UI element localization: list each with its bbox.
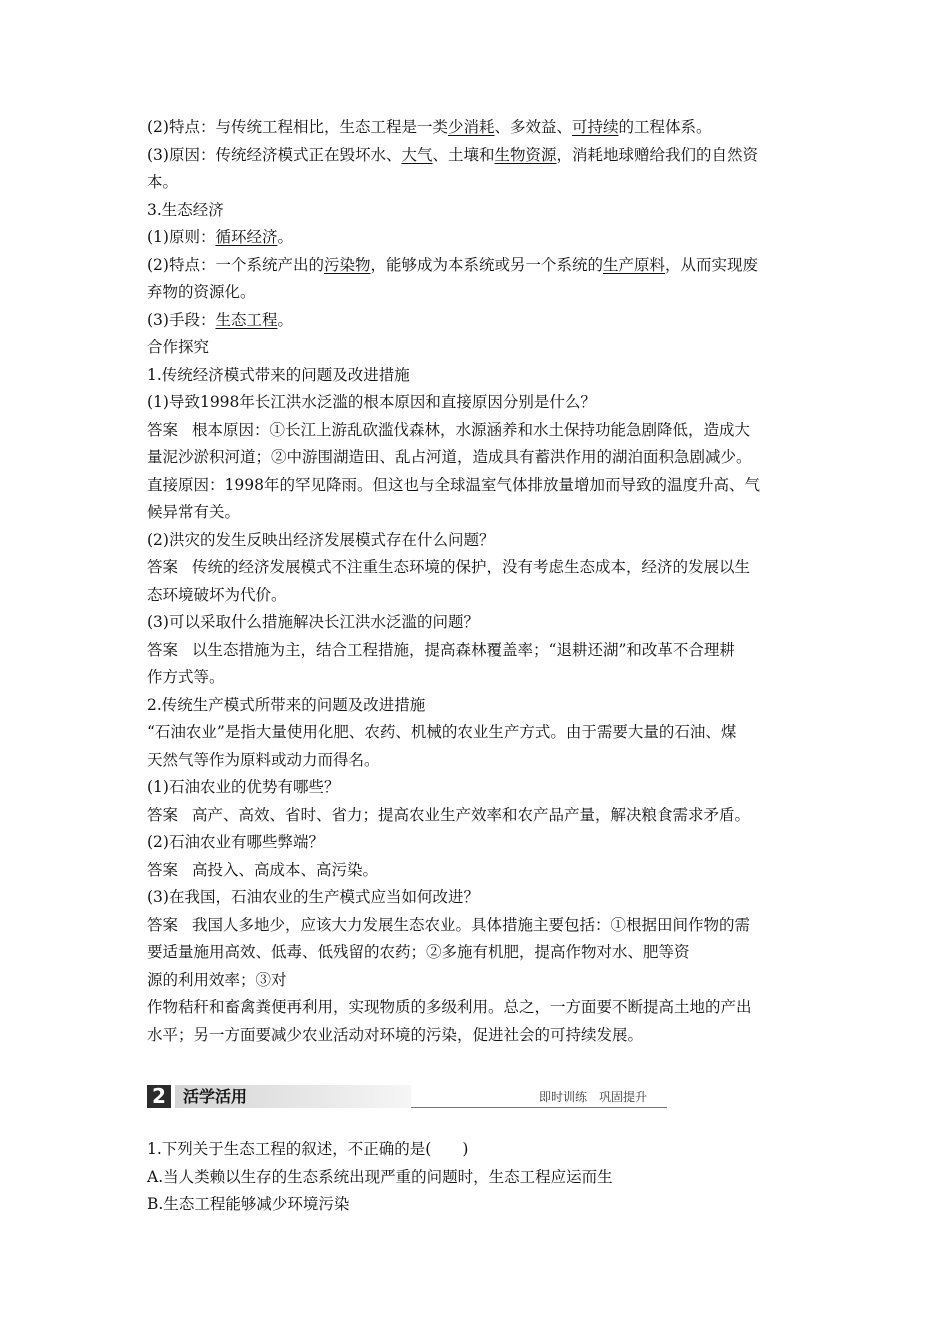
- text-line: (3)原因：传统经济模式正在毁坏水、大气、土壤和生物资源，消耗地球赠给我们的自然资: [147, 145, 759, 164]
- text-line: 作物秸秆和畜禽粪便再利用，实现物质的多级利用。总之，一方面要不断提高土地的产出: [147, 998, 752, 1016]
- answer: 答案 我国人多地少，应该大力发展生态农业。具体措施主要包括：①根据田间作物的需: [147, 915, 751, 934]
- section-heading: 2.传统生产模式所带来的问题及改进措施: [147, 695, 426, 714]
- underlined-answer: 循环经济: [215, 228, 278, 246]
- answer: 答案 高投入、高成本、高污染。: [147, 860, 379, 879]
- question: (2)石油农业有哪些弊端？: [147, 833, 324, 851]
- text-line: 要适量施用高效、低毒、低残留的农药；②多施有机肥，提高作物对水、肥等资: [147, 943, 690, 961]
- text-line: 本。: [147, 173, 179, 191]
- text-line: (3)手段：生态工程。: [147, 310, 293, 329]
- quiz-section: [147, 1136, 811, 1219]
- text-line: 量泥沙淤积河道；②中游围湖造田、乱占河道，造成具有蓄洪作用的湖泊面积急剧减少。: [147, 448, 752, 466]
- answer-label: 答案: [147, 640, 179, 659]
- quiz-option-a: A.当人类赖以生存的生态系统出现严重的问题时，生态工程应运而生: [147, 1167, 613, 1186]
- main-text: [147, 114, 811, 1049]
- underlined-answer: 生态工程: [215, 310, 278, 329]
- answer-label: 答案: [147, 558, 179, 576]
- text-line: (1)原则：循环经济。: [147, 228, 293, 246]
- question: (1)石油农业的优势有哪些？: [147, 778, 340, 796]
- answer: 答案 根本原因：①长江上游乱砍滥伐森林，水源涵养和水土保持功能急剧降低，造成大: [147, 420, 751, 439]
- section-banner: [147, 1081, 648, 1111]
- answer: 答案 高产、高效、省时、省力；提高农业生产效率和农产品产量，解决粮食需求矛盾。: [147, 805, 751, 824]
- underlined-answer: 少消耗: [447, 118, 495, 136]
- text-line: 作方式等。: [147, 668, 225, 686]
- text-line: 天然气等作为原料或动力而得名。: [147, 750, 380, 769]
- text-line: 源的利用效率；③对: [147, 970, 287, 989]
- question: (3)可以采取什么措施解决长江洪水泛滥的问题？: [147, 613, 479, 631]
- underlined-answer: 污染物: [323, 255, 371, 274]
- quiz-question: 1.下列关于生态工程的叙述，不正确的是( ): [147, 1140, 469, 1158]
- section-heading: 合作探究: [147, 338, 210, 356]
- section-title: 活学活用: [175, 1085, 411, 1108]
- quiz-option-b: B.生态工程能够减少环境污染: [147, 1195, 350, 1213]
- text-line: 态环境破坏为代价。: [147, 585, 287, 604]
- underlined-answer: 可持续: [572, 118, 619, 136]
- text-line: 候异常有关。: [147, 503, 241, 521]
- section-heading: 1.传统经济模式带来的问题及改进措施: [147, 365, 410, 384]
- underlined-answer: 大气: [401, 145, 433, 164]
- text-line: (2)特点：一个系统产出的污染物，能够成为本系统或另一个系统的生产原料，从而实现废: [147, 255, 759, 274]
- answer-label: 答案: [147, 915, 179, 934]
- answer-label: 答案: [147, 860, 179, 879]
- underlined-answer: 生物资源: [494, 145, 557, 164]
- text-line: (2)特点：与传统工程相比，生态工程是一类少消耗、多效益、可持续的工程体系。: [147, 118, 712, 136]
- section-subtitle: 即时训练 巩固提升: [539, 1090, 648, 1104]
- section-heading: 3.生态经济: [147, 200, 224, 219]
- answer-label: 答案: [147, 420, 179, 439]
- underlined-answer: 生产原料: [603, 255, 666, 274]
- question: (3)在我国，石油农业的生产模式应当如何改进？: [147, 888, 479, 906]
- text-line: 水平；另一方面要减少农业活动对环境的污染，促进社会的可持续发展。: [147, 1025, 644, 1044]
- question: (2)洪灾的发生反映出经济发展模式存在什么问题？: [147, 530, 495, 549]
- answer-label: 答案: [147, 805, 179, 824]
- section-number-badge: 2: [147, 1085, 171, 1108]
- text-line: 弃物的资源化。: [147, 283, 256, 301]
- text-line: 直接原因：1998年的罕见降雨。但这也与全球温室气体排放量增加而导致的温度升高、气: [147, 475, 760, 494]
- text-line: “石油农业”是指大量使用化肥、农药、机械的农业生产方式。由于需要大量的石油、煤: [147, 723, 737, 741]
- answer: 答案 传统的经济发展模式不注重生态环境的保护，没有考虑生态成本，经济的发展以生: [147, 558, 751, 576]
- question: (1)导致1998年长江洪水泛滥的根本原因和直接原因分别是什么？: [147, 393, 596, 411]
- banner-rule: [411, 1107, 667, 1108]
- answer: 答案 以生态措施为主，结合工程措施，提高森林覆盖率；“退耕还湖”和改革不合理耕: [147, 640, 735, 659]
